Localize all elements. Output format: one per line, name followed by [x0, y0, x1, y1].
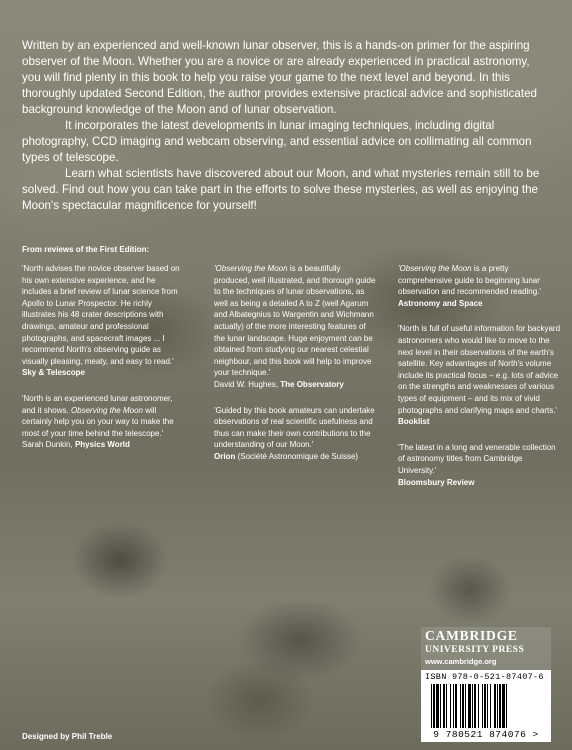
isbn-text: ISBN 978-0-521-87407-6 — [425, 672, 544, 682]
blurb-paragraph-3: Learn what scientists have discovered about our Moon, and what mysteries remain still to be solved. Find out how you can take part in the efforts to solve these mysteries, as well as enjoying the Moon's spectacular magnificence for yourself! — [22, 167, 540, 212]
review-quote: 'North advises the novice observer based on his own extensive experience, and he includes a brief review of lunar science from Apollo to Lunar Prospector. He richly illustrates his 48 crater descriptions with drawings, amateur and professional photographs, and spacecraft images ... I recommend North's observing guide as visually pleasing, meaty, and easy to read.' — [22, 264, 180, 366]
review-orion — [214, 405, 378, 463]
review-source: Booklist — [398, 417, 430, 427]
publisher-logo-sub: UNIVERSITY PRESS — [425, 645, 525, 655]
blurb-paragraph-1: Written by an experienced and well-known lunar observer, this is a hands-on primer for the aspiring observer of the Moon. Whether you are a novice or are already experienced in practical astronomy, you will find plenty in this book to help you raise your game to the next level and beyond. In this thoroughly updated Second Edition, the author provides extensive practical advice and sophisticated background knowledge of the Moon and of lunar observation. — [22, 39, 537, 116]
reviews-column-2 — [214, 263, 378, 477]
review-astronomy-and-space — [398, 263, 562, 309]
review-quote: 'The latest in a long and venerable collection of astronomy titles from Cambridge University.' — [398, 442, 556, 475]
publisher-url: www.cambridge.org — [425, 657, 497, 666]
review-sky-telescope — [22, 263, 186, 379]
reviews-column-1 — [22, 263, 186, 465]
review-source: Bloomsbury Review — [398, 477, 475, 487]
reviews-heading: From reviews of the First Edition: — [22, 245, 150, 254]
review-source: Sarah Dunkin, Physics World — [22, 440, 130, 450]
review-physics-world — [22, 393, 186, 451]
review-bloomsbury — [398, 442, 562, 488]
review-quote: 'Guided by this book amateurs can undertake observations of real scientific usefulness and thus can make their own contributions to the understanding of our Moon.' — [214, 405, 375, 450]
barcode — [421, 670, 551, 742]
reviews-column-3 — [398, 263, 562, 502]
blurb — [22, 38, 550, 214]
publisher-logo-name: CAMBRIDGE — [425, 628, 518, 643]
review-source: Sky & Telescope — [22, 368, 85, 378]
review-quote: 'North is full of useful information for backyard astronomers who would like to move to the next level in their observations of the earth's satellite. Key advantages of North's volume include its practical focus – e.g. lots of advice on the strengths and weaknesses of various types of equipment – and its mix of vivid photographs and clarifying maps and charts.' — [398, 324, 561, 415]
review-source: Astronomy and Space — [398, 298, 483, 308]
review-source: Orion (Société Astronomique de Suisse) — [214, 451, 359, 461]
review-source: David W. Hughes, The Observatory — [214, 379, 344, 389]
review-quote: 'Observing the Moon is a pretty comprehensive guide to beginning lunar observation and recommended reading.' — [398, 264, 541, 297]
barcode-digits: 9 780521 874076 > — [433, 729, 539, 740]
designer-credit: Designed by Phil Treble — [22, 732, 113, 741]
barcode-bars-icon — [431, 684, 541, 730]
review-booklist — [398, 323, 562, 427]
review-quote: 'North is an experienced lunar astronomer, and it shows. Observing the Moon will certainly help you on your way to make the most of your time behind the telescope.' — [22, 393, 174, 438]
review-quote: 'Observing the Moon is a beautifully produced, well illustrated, and thorough guide to the techniques of lunar observations, as well as being a detailed A to Z (well Agarum and Albategnius to Wargentin and Wichmann actually) of the more interesting features of the lunar landscape. Huge enjoyment can be obtained from studying our nearest celestial neighbour, and this book will help to improve your technique.' — [214, 264, 376, 378]
review-the-observatory — [214, 263, 378, 391]
blurb-paragraph-2: It incorporates the latest developments in lunar imaging techniques, including digital photography, CCD imaging and webcam observing, and essential advice on collimating all common types of telescope. — [22, 119, 532, 164]
